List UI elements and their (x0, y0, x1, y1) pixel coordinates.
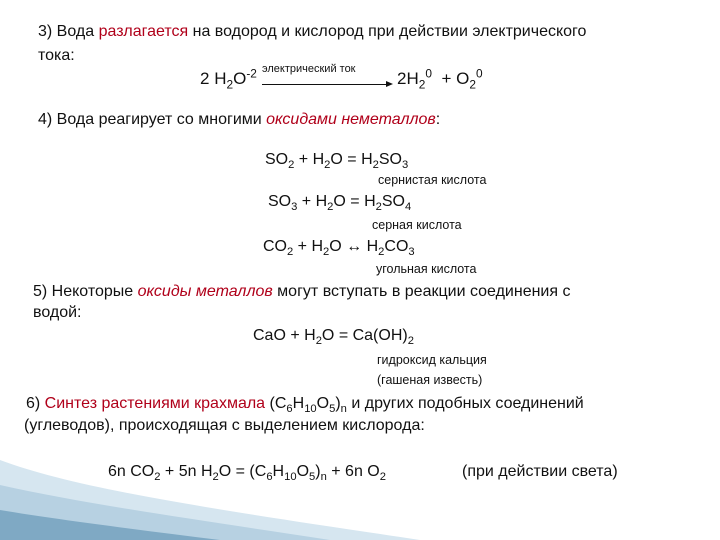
label-sulfurous-acid: сернистая кислота (378, 173, 487, 187)
reaction-arrowhead (386, 81, 393, 87)
label-calcium-hydroxide: гидроксид кальция (377, 353, 487, 367)
note-light-condition: (при действии света) (462, 463, 618, 480)
products-h2-o2: $2H_2^0 + O_2^0$ (397, 66, 483, 92)
para-3-line-1: 3) Вода разлагается на водород и кислород при действии электрического (38, 23, 587, 40)
equation-so2: $SO_2 + H_2O = H_2SO_3$ (265, 151, 409, 172)
label-sulfuric-acid: серная кислота (372, 218, 462, 232)
para-6-highlight: Синтез растениями крахмала (44, 395, 266, 412)
para-3-line-2: тока: (38, 47, 75, 64)
equation-so3: $SO_3 + H_2O = H_2SO_4$ (268, 193, 412, 214)
para-5-line-1: 5) Некоторые оксиды металлов могут вступать в реакции соединения с (33, 283, 571, 300)
para-4-highlight: оксидами неметаллов (266, 111, 436, 128)
para-3-highlight: разлагается (98, 23, 189, 40)
para-6-line-1: 6) Синтез растениями крахмала $(C_6H_{10}O_5)_n$ и других подобных соединений (26, 395, 584, 416)
para-6-line-2: (углеводов), происходящая с выделением кислорода: (24, 417, 425, 434)
para-5-line-2: водой: (33, 304, 82, 321)
equation-photosynthesis: 6n $CO_2 + 5n$ $H_2O = (C_6H_{10}O_5)_n + 6n$ $O_2$ (108, 463, 386, 484)
para-4-heading: 4) Вода реагирует со многими оксидами неметаллов: (38, 111, 441, 128)
para-5-highlight: оксиды металлов (137, 283, 273, 300)
label-carbonic-acid: угольная кислота (376, 262, 477, 276)
reactant-water: 2 $H_2O^{-2}$ (200, 66, 257, 92)
equation-co2: $CO_2 + H_2O$ ↔ $H_2CO_3$ (263, 238, 415, 259)
reaction-arrow (262, 84, 390, 85)
label-slaked-lime: (гашеная известь) (377, 373, 483, 387)
arrow-label: электрический ток (262, 63, 356, 75)
decorative-wave (0, 450, 720, 540)
equation-cao: CaO + $H_2O = Ca(OH)_2$ (253, 327, 414, 348)
